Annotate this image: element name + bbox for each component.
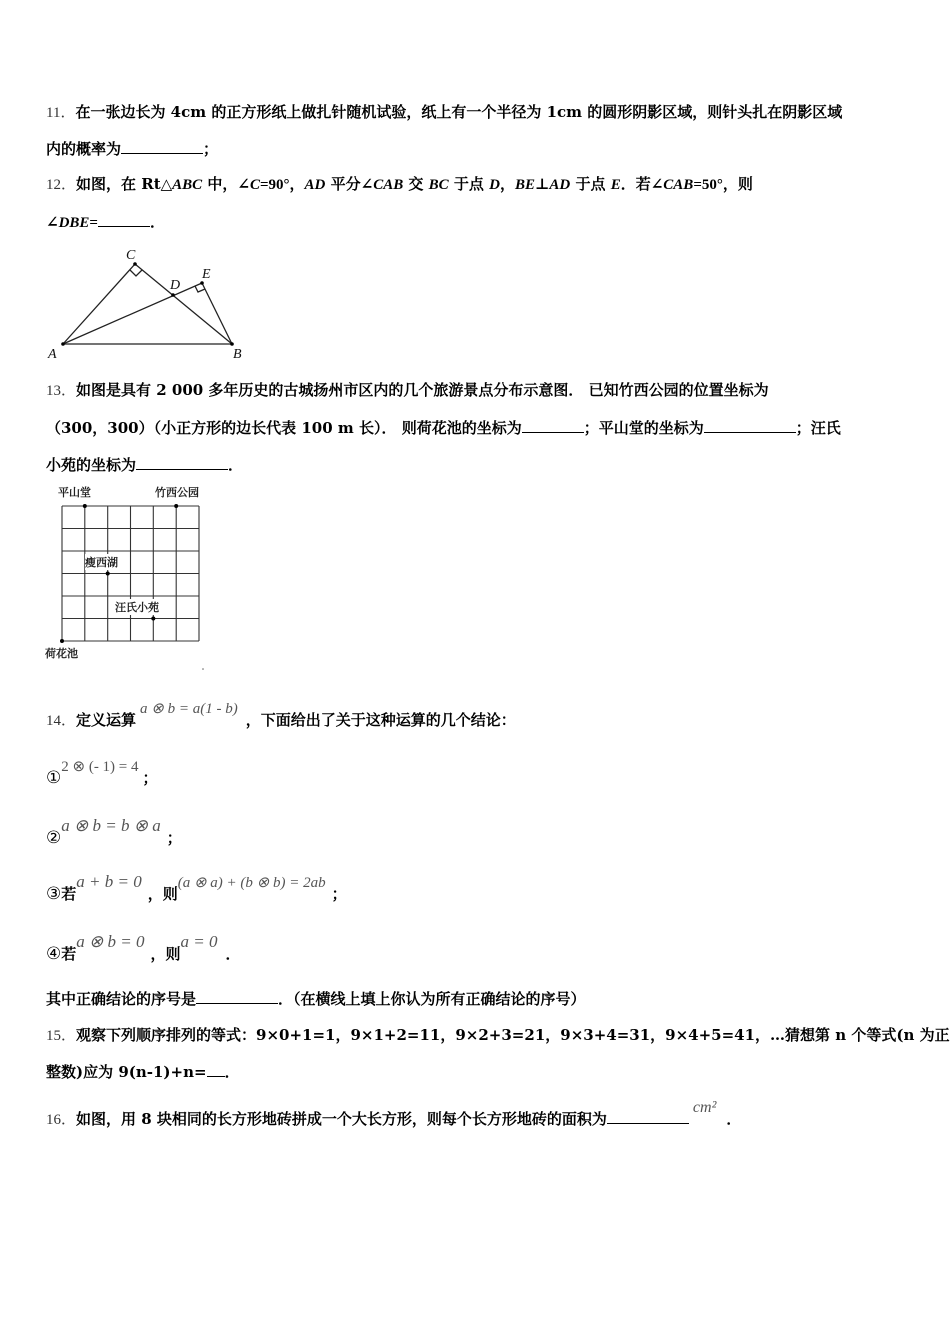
question-13-line-3 (46, 455, 243, 475)
question-text: 在一张边长为 4cm 的正方形纸上做扎针随机试验，纸上有一个半径为 1cm 的圆形阴影区域，则针头扎在阴影区域 (75, 103, 843, 121)
answer-blank[interactable] (98, 212, 150, 227)
point-shouxihu (106, 572, 110, 576)
conclusion-condition: a ⊗ b = 0 (76, 932, 145, 951)
punctuation: ； (166, 829, 182, 847)
answer-blank-pingshantang[interactable] (704, 418, 796, 433)
point-pingshantang (83, 504, 87, 508)
point-hehuachi (60, 639, 64, 643)
math-var: BE (514, 177, 535, 193)
question-15-line-2 (46, 1062, 240, 1082)
question-text: ．（在横线上填上你认为所有正确结论的序号） (278, 990, 586, 1008)
question-13-line-1 (46, 380, 769, 401)
answer-blank[interactable] (607, 1109, 689, 1124)
label-D: D (170, 278, 181, 293)
conclusion-marker: ① (46, 768, 62, 788)
punctuation: ； (331, 885, 347, 903)
conclusion-formula: a ⊗ b = b ⊗ a (61, 816, 161, 835)
question-number: 12． (46, 177, 77, 193)
question-11-line-2 (46, 139, 218, 159)
question-text: 其中正确结论的序号是 (46, 990, 197, 1008)
question-16-line-1 (46, 1099, 742, 1130)
question-14-line-1 (46, 701, 516, 731)
conclusion-marker: ④ (46, 944, 62, 964)
label-zhuxigongyuan: 竹西公园 (155, 486, 199, 499)
punctuation: ． (225, 945, 241, 963)
conclusion-3 (46, 872, 347, 905)
punctuation: ． (149, 213, 165, 231)
question-text: 如图，在 Rt△ (76, 175, 173, 193)
question-text: 如图是具有 2 000 多年历史的古城扬州市区内的几个旅游景点分布示意图． 已知竹西公园的位置坐标为 (76, 381, 769, 399)
math-var: D (489, 177, 500, 193)
conclusion-1 (46, 759, 158, 789)
conclusion-formula: (a ⊗ a) + (b ⊗ b) = 2ab (177, 875, 326, 891)
punctuation: ． (228, 456, 244, 474)
question-text: 于点 (570, 175, 611, 193)
unit-label: cm² (692, 1099, 717, 1116)
question-text: 小苑的坐标为 (46, 456, 137, 474)
label-pingshantang: 平山堂 (58, 486, 91, 499)
conclusion-condition: a + b = 0 (76, 872, 142, 891)
punctuation: ． (726, 1110, 742, 1128)
question-text: ，下面给出了关于这种运算的几个结论： (245, 711, 516, 729)
question-text: ⊥ (535, 175, 550, 193)
math-var: AD (549, 177, 571, 193)
label-A: A (48, 347, 57, 362)
answer-blank[interactable] (207, 1062, 225, 1077)
answer-blank[interactable] (121, 139, 203, 154)
point-wangshixiaoyuan (151, 617, 155, 621)
math-var: AD (304, 177, 326, 193)
question-15-line-1 (46, 1025, 950, 1046)
scenic-spot-map (40, 478, 260, 678)
question-text: 于点 (448, 175, 490, 193)
question-text: 若 (61, 885, 77, 903)
label-B: B (233, 347, 242, 362)
question-text: 定义运算 (76, 711, 137, 729)
label-shouxihu: 瘦西湖 (85, 556, 118, 569)
question-text: 若 (61, 945, 77, 963)
question-text: =90°， (260, 177, 305, 193)
question-text: 整数)应为 9(n-1)+n= (46, 1063, 207, 1081)
conclusion-marker: ② (46, 828, 62, 848)
question-text: 内的概率为 (46, 140, 122, 158)
answer-blank-wangshixiaoyuan[interactable] (136, 455, 228, 470)
question-text: ， (499, 175, 515, 193)
question-text: =50°，则 (693, 177, 753, 193)
question-12-line-1 (46, 174, 753, 195)
question-text: 交 (403, 175, 429, 193)
question-text: 平分∠ (325, 175, 374, 193)
question-number: 15． (46, 1028, 77, 1044)
conclusion-2 (46, 816, 182, 848)
conclusion-formula: 2 ⊗ (- 1) = 4 (61, 759, 139, 775)
label-wangshixiaoyuan: 汪氏小苑 (115, 601, 159, 614)
equals: = (89, 215, 98, 231)
question-number: 16． (46, 1112, 77, 1128)
question-number: 14． (46, 713, 77, 729)
definition-formula: a ⊗ b = a(1 - b) (140, 701, 238, 717)
label-C: C (126, 248, 136, 263)
question-13-line-2 (46, 418, 841, 438)
angle-symbol: ∠ (46, 213, 59, 231)
math-var: BC (428, 177, 449, 193)
question-text: 中，∠ (202, 175, 250, 193)
question-text: 观察下列顺序排列的等式：9×0+1=1，9×1+2=11，9×2+3=21，9×3+4=31，9×4+5=41，…猜想第 n 个等式(n 为正 (76, 1026, 950, 1044)
question-text: ；汪氏 (795, 419, 841, 437)
math-var: ABC (172, 177, 203, 193)
answer-blank[interactable] (196, 989, 278, 1004)
question-14-answer-line (46, 989, 586, 1009)
math-var: E (610, 177, 621, 193)
question-text: ，则 (150, 945, 181, 963)
math-var: CAB (373, 177, 404, 193)
conclusion-marker: ③ (46, 884, 62, 904)
triangle-figure (40, 240, 260, 365)
question-number: 11． (46, 105, 76, 121)
question-text: ；平山堂的坐标为 (583, 419, 704, 437)
math-var: C (249, 177, 260, 193)
question-text: ．若∠ (620, 175, 664, 193)
question-11-line-1 (46, 102, 842, 123)
label-E: E (202, 267, 211, 282)
question-text: 如图，用 8 块相同的长方形地砖拼成一个大长方形，则每个长方形地砖的面积为 (76, 1110, 607, 1128)
label-hehuachi: 荷花池 (45, 647, 78, 660)
punctuation: ． (224, 1063, 240, 1081)
punctuation: ； (142, 769, 158, 787)
math-var: DBE (58, 215, 90, 231)
question-text: ，则 (147, 885, 178, 903)
conclusion-formula: a = 0 (180, 932, 218, 951)
answer-blank-hehuachi[interactable] (522, 418, 584, 433)
question-text: （300，300）（小正方形的边长代表 100 m 长）． 则荷花池的坐标为 (46, 419, 522, 437)
punctuation: ； (203, 140, 219, 158)
question-12-line-2 (46, 212, 165, 233)
point-zhuxigongyuan (174, 504, 178, 508)
conclusion-4 (46, 932, 241, 964)
math-var: CAB (663, 177, 694, 193)
question-number: 13． (46, 383, 77, 399)
